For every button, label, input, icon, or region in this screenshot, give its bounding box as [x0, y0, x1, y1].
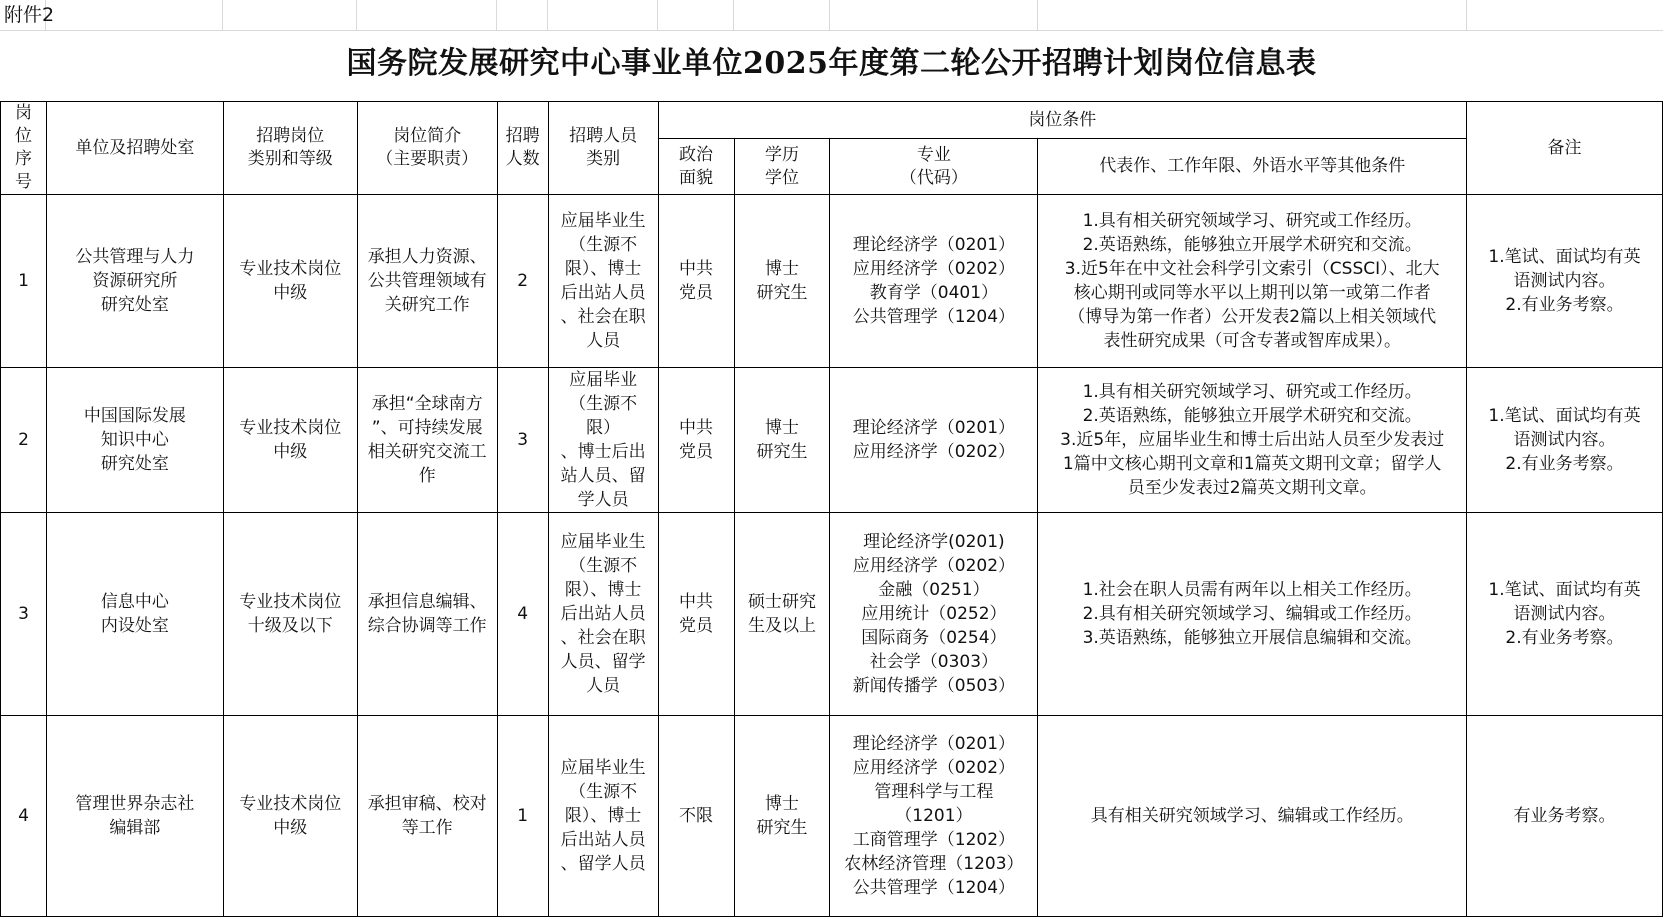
cell-remarks: 有业务考察。: [1467, 716, 1663, 917]
cell-education: 博士 研究生: [734, 716, 830, 917]
cell-count: 3: [497, 368, 548, 513]
cell-category: 专业技术岗位 中级: [223, 195, 357, 368]
header-personnel: 招聘人员 类别: [548, 102, 658, 195]
spreadsheet-gridlines: [0, 0, 1663, 30]
cell-political: 中共 党员: [658, 513, 734, 716]
cell-major: 理论经济学(0201) 应用经济学（0202） 金融（0251） 应用统计（0252） 国际商务（0254） 社会学（0303） 新闻传播学（0503）: [830, 513, 1038, 716]
cell-personnel: 应届毕业生 （生源不 限）、博士 后出站人员 、社会在职 人员、留学 人员: [548, 513, 658, 716]
gridline: [496, 0, 497, 30]
cell-remarks: 1.笔试、面试均有英 语测试内容。 2.有业务考察。: [1467, 195, 1663, 368]
cell-count: 4: [497, 513, 548, 716]
table-row: [1, 368, 1663, 513]
cell-category: 专业技术岗位 十级及以下: [223, 513, 357, 716]
cell-other: 1.具有相关研究领域学习、研究或工作经历。 2.英语熟练，能够独立开展学术研究和交流。 3.近5年在中文社会科学引文索引（CSSCI）、北大 核心期刊或同等水平以上期刊以第一或第二作者 （博导为第一作者）公开发表2篇以上相关领域代 表性研究成果（可含专著或智库成果）。: [1038, 195, 1467, 368]
header-seq: 岗 位 序 号: [1, 102, 47, 195]
cell-other: 具有相关研究领域学习、编辑或工作经历。: [1038, 716, 1467, 917]
cell-unit: 管理世界杂志社 编辑部: [46, 716, 223, 917]
gridline: [0, 30, 1663, 31]
recruitment-table: [0, 101, 1663, 917]
cell-political: 不限: [658, 716, 734, 917]
cell-seq: 4: [1, 716, 47, 917]
gridline: [222, 0, 223, 30]
cell-personnel: 应届毕业 （生源不限） 、博士后出 站人员、留 学人员: [548, 368, 658, 513]
gridline: [1466, 0, 1467, 30]
cell-unit: 公共管理与人力 资源研究所 研究处室: [46, 195, 223, 368]
cell-duties: 承担审稿、校对 等工作: [357, 716, 497, 917]
cell-duties: 承担人力资源、 公共管理领域有 关研究工作: [357, 195, 497, 368]
cell-major: 理论经济学（0201） 应用经济学（0202） 教育学（0401） 公共管理学（1204）: [830, 195, 1038, 368]
cell-unit: 信息中心 内设处室: [46, 513, 223, 716]
header-row-top: [1, 102, 1663, 139]
gridline: [829, 0, 830, 30]
cell-personnel: 应届毕业生 （生源不 限）、博士 后出站人员 、社会在职 人员: [548, 195, 658, 368]
cell-major: 理论经济学（0201） 应用经济学（0202） 管理科学与工程 （1201） 工商管理学（1202） 农林经济管理（1203） 公共管理学（1204）: [830, 716, 1038, 917]
table-row: [1, 195, 1663, 368]
gridline: [733, 0, 734, 30]
header-remarks: 备注: [1467, 102, 1663, 195]
cell-remarks: 1.笔试、面试均有英 语测试内容。 2.有业务考察。: [1467, 513, 1663, 716]
cell-count: 1: [497, 716, 548, 917]
cell-seq: 1: [1, 195, 47, 368]
header-conditions: 岗位条件: [658, 102, 1467, 139]
cell-major: 理论经济学（0201） 应用经济学（0202）: [830, 368, 1038, 513]
cell-seq: 3: [1, 513, 47, 716]
header-count: 招聘 人数: [497, 102, 548, 195]
gridline: [1037, 0, 1038, 30]
cell-duties: 承担“全球南方 ”、可持续发展 相关研究交流工 作: [357, 368, 497, 513]
cell-other: 1.具有相关研究领域学习、研究或工作经历。 2.英语熟练，能够独立开展学术研究和交流。 3.近5年，应届毕业生和博士后出站人员至少发表过 1篇中文核心期刊文章和1篇英文期刊文章；留学人 员至少发表过2篇英文期刊文章。: [1038, 368, 1467, 513]
cell-other: 1.社会在职人员需有两年以上相关工作经历。 2.具有相关研究领域学习、编辑或工作经历。 3.英语熟练，能够独立开展信息编辑和交流。: [1038, 513, 1467, 716]
cell-political: 中共 党员: [658, 195, 734, 368]
cell-category: 专业技术岗位 中级: [223, 716, 357, 917]
cell-education: 博士 研究生: [734, 195, 830, 368]
cell-education: 博士 研究生: [734, 368, 830, 513]
gridline: [356, 0, 357, 30]
gridline: [547, 0, 548, 30]
header-education: 学历 学位: [734, 139, 830, 195]
header-major: 专业 （代码）: [830, 139, 1038, 195]
header-unit: 单位及招聘处室: [46, 102, 223, 195]
header-political: 政治 面貌: [658, 139, 734, 195]
table-row: [1, 716, 1663, 917]
attachment-label: 附件2: [4, 4, 55, 26]
cell-seq: 2: [1, 368, 47, 513]
page-title: 国务院发展研究中心事业单位2025年度第二轮公开招聘计划岗位信息表: [346, 46, 1317, 81]
cell-remarks: 1.笔试、面试均有英 语测试内容。 2.有业务考察。: [1467, 368, 1663, 513]
cell-count: 2: [497, 195, 548, 368]
header-other: 代表作、工作年限、外语水平等其他条件: [1038, 139, 1467, 195]
cell-unit: 中国国际发展 知识中心 研究处室: [46, 368, 223, 513]
cell-category: 专业技术岗位 中级: [223, 368, 357, 513]
cell-political: 中共 党员: [658, 368, 734, 513]
cell-education: 硕士研究 生及以上: [734, 513, 830, 716]
header-category: 招聘岗位 类别和等级: [223, 102, 357, 195]
header-duties: 岗位简介 （主要职责）: [357, 102, 497, 195]
table-row: [1, 513, 1663, 716]
cell-personnel: 应届毕业生 （生源不 限）、博士 后出站人员 、留学人员: [548, 716, 658, 917]
cell-duties: 承担信息编辑、 综合协调等工作: [357, 513, 497, 716]
gridline: [657, 0, 658, 30]
